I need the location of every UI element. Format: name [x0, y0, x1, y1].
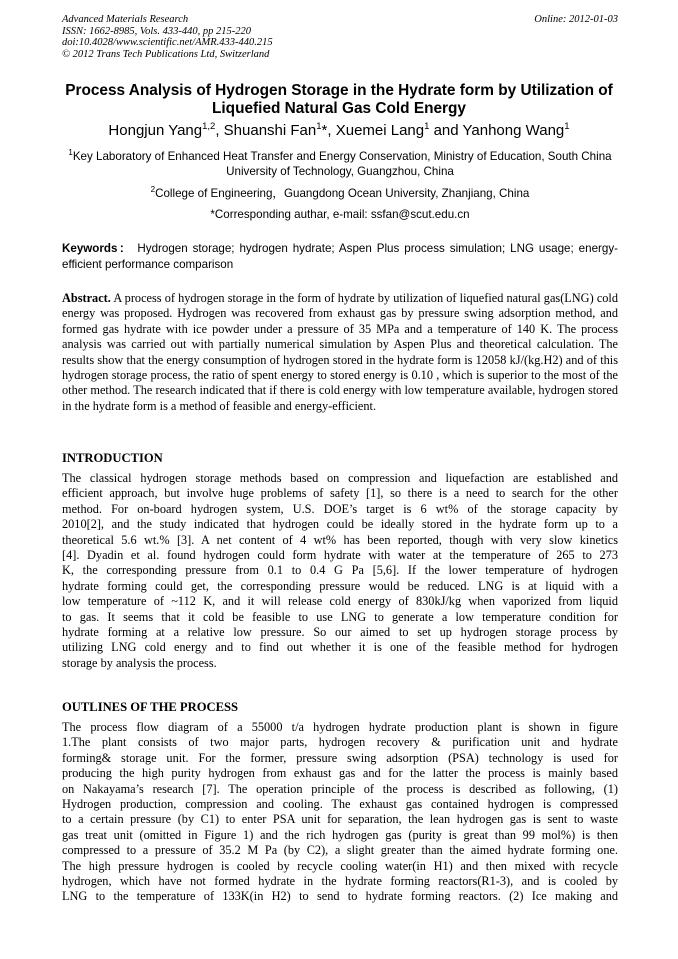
text-line: forming& storage unit. For the former, pressure swing adsorption (PSA) technology is used for [62, 750, 618, 765]
text-line: 2010[2], and the study indicated that hydrogen could be ideally stored in the hydrate form up to a [62, 517, 618, 532]
doi-link[interactable]: doi:10.4028/www.scientific.net/AMR.433-440.215 [62, 37, 273, 48]
text-line: to a certain pressure (by C1) to enter PSA unit for separation, the lean hydrogen gas is sent to waste [62, 812, 618, 827]
online-date: Online: 2012-01-03 [534, 14, 618, 25]
journal-header [62, 14, 618, 60]
text-line: utilizing LNG cold energy and to find out whether it is one of the feasible method for hydrogen [62, 640, 618, 655]
keywords-label: Keywords： [62, 242, 133, 255]
text-line: hydrogen, which have not formed hydrate in the hydrate forming reactors(R1-3), and is cooled by [62, 874, 618, 889]
affiliation-mark: 1 [68, 148, 73, 157]
text-line: storage by analysis the process. [62, 655, 217, 670]
text-line: on Nakayama’s research [7]. The operation principle of the process is described as following, (1) [62, 781, 618, 796]
text-line: The high pressure hydrogen is cooled by recycle cooling water(in H1) and then mixed with recycle [62, 858, 618, 873]
text-line: LNG to the temperature of 133K(in H2) to send to hydrate forming reactors. (2) Ice making and [62, 889, 618, 904]
outlines-body [62, 720, 618, 905]
affiliation-mark: 2 [150, 185, 156, 194]
affiliation-2 [62, 186, 618, 201]
corresponding-author: *Corresponding authar, e-mail: ssfan@scut.edu.cn [210, 208, 470, 221]
text-line: theoretical 5.6 wt.% [3]. A net content of 4 wt% has been reported, though with very slow kinetics [62, 532, 618, 547]
text-line: The classical hydrogen storage methods based on compression and liquefaction are established and [62, 471, 618, 485]
abstract-text: A process of hydrogen storage in the form of hydrate by utilization of liquefied natural gas(LNG) cold energy was proposed. Hydrogen was recovered from exhaust gas by pressure swing adsorption method, and formed gas hydrate with ice powder under a pressure of 35 MPa and a temperature of 140 K. The process analysis was carried out with partially numerical simulation by Aspen Plus and theoretical calculation. The results show that the energy consumption of hydrogen stored in the hydrate form is 12058 kJ/(kg.H2) and of this hydrogen storage process, the ratio of spent energy to stored energy is 0.10 , which is superior to the most of the other method. The research indicated that if there is cold energy with low temperature available, hydrogen stored in the hydrate form is a method of feasible and energy-efficient. [62, 291, 618, 413]
text-line: compressed to a pressure of 35.2 M Pa (by C2), a slight greater than the aimed hydrate forming one. [62, 843, 618, 858]
paper-title: Process Analysis of Hydrogen Storage in the Hydrate form by Utilization of Liquefied Natural Gas Cold Energy [65, 82, 613, 117]
author-affiliation-mark: 1 [424, 121, 430, 132]
text-line: low temperature of ~112 K, and it will release cold energy of 830kJ/kg when vaporized from liquid [62, 594, 618, 609]
text-line: producing the high purity hydrogen from exhaust gas and for the latter the process is mainly based [62, 766, 618, 781]
outlines-heading: OUTLINES OF THE PROCESS [62, 700, 239, 714]
author-name: Hongjun Yang [108, 122, 203, 139]
text-line: hydrate forming at a relative low pressure. So our aimed to set up hydrogen storage process by [62, 625, 618, 640]
keywords-text: Hydrogen storage; hydrogen hydrate; Aspen Plus process simulation; LNG usage; energy-efficient performance comparison [62, 242, 618, 271]
author-name: , Shuanshi Fan [215, 122, 317, 139]
author-affiliation-mark: 1 [564, 121, 570, 132]
author-name: *, Xuemei Lang [321, 122, 425, 139]
text-line: Hydrogen production, compression and cooling. The exhaust gas contained hydrogen is compressed [62, 797, 618, 812]
text-line: gas treat unit (omitted in Figure 1) and the rich hydrogen gas (purity is great than 99 mol%) is then [62, 827, 618, 842]
text-line: to gas. It seems that it cold be feasible to use LNG to generate a low temperature condition for [62, 609, 618, 624]
author-name: and Yanhong Wang [429, 122, 565, 139]
text-line: efficient approach, but involve huge problems of safety [1], so there is a need to search for the other [62, 486, 618, 501]
issn-line: ISSN: 1662-8985, Vols. 433-440, pp 215-220 [62, 25, 251, 37]
affiliation-text: Key Laboratory of Enhanced Heat Transfer and Energy Conservation, Ministry of Education, South China University of Technology, Guangzhou, China [72, 150, 612, 178]
abstract-label: Abstract. [62, 291, 111, 305]
author-list [40, 122, 638, 140]
copyright-line: © 2012 Trans Tech Publications Ltd, Switzerland [62, 48, 270, 60]
keywords-block [62, 241, 618, 272]
introduction-heading: INTRODUCTION [62, 451, 163, 465]
author-affiliation-mark: 1,2 [202, 121, 216, 132]
journal-name: Advanced Materials Research [62, 14, 189, 25]
author-affiliation-mark: 1 [316, 121, 322, 132]
affiliation-1 [62, 149, 618, 179]
text-line: K, the corresponding pressure from 0.1 to 0.4 G Pa [5,6]. If the lower temperature of hydrogen [62, 563, 618, 578]
text-line: 1.The plant consists of two major parts, hydrogen recovery & purification unit and hydrate [62, 735, 618, 750]
affiliation-text: College of Engineering，Guangdong Ocean University, Zhanjiang, China [155, 187, 530, 200]
abstract-block [62, 291, 618, 414]
text-line: The process flow diagram of a 55000 t/a hydrogen hydrate production plant is shown in figure [62, 720, 618, 734]
text-line: [4]. Dyadin et al. found hydrogen could form hydrate with water at the temperature of 265 to 273 [62, 548, 618, 563]
introduction-body [62, 471, 618, 671]
text-line: method. For on-board hydrogen system, U.S. DOE’s target is 6 wt% of the storage capacity by [62, 501, 618, 516]
text-line: hydrate forming could get, the corresponding pressure would be reduced. LNG is at liquid with a [62, 578, 618, 593]
